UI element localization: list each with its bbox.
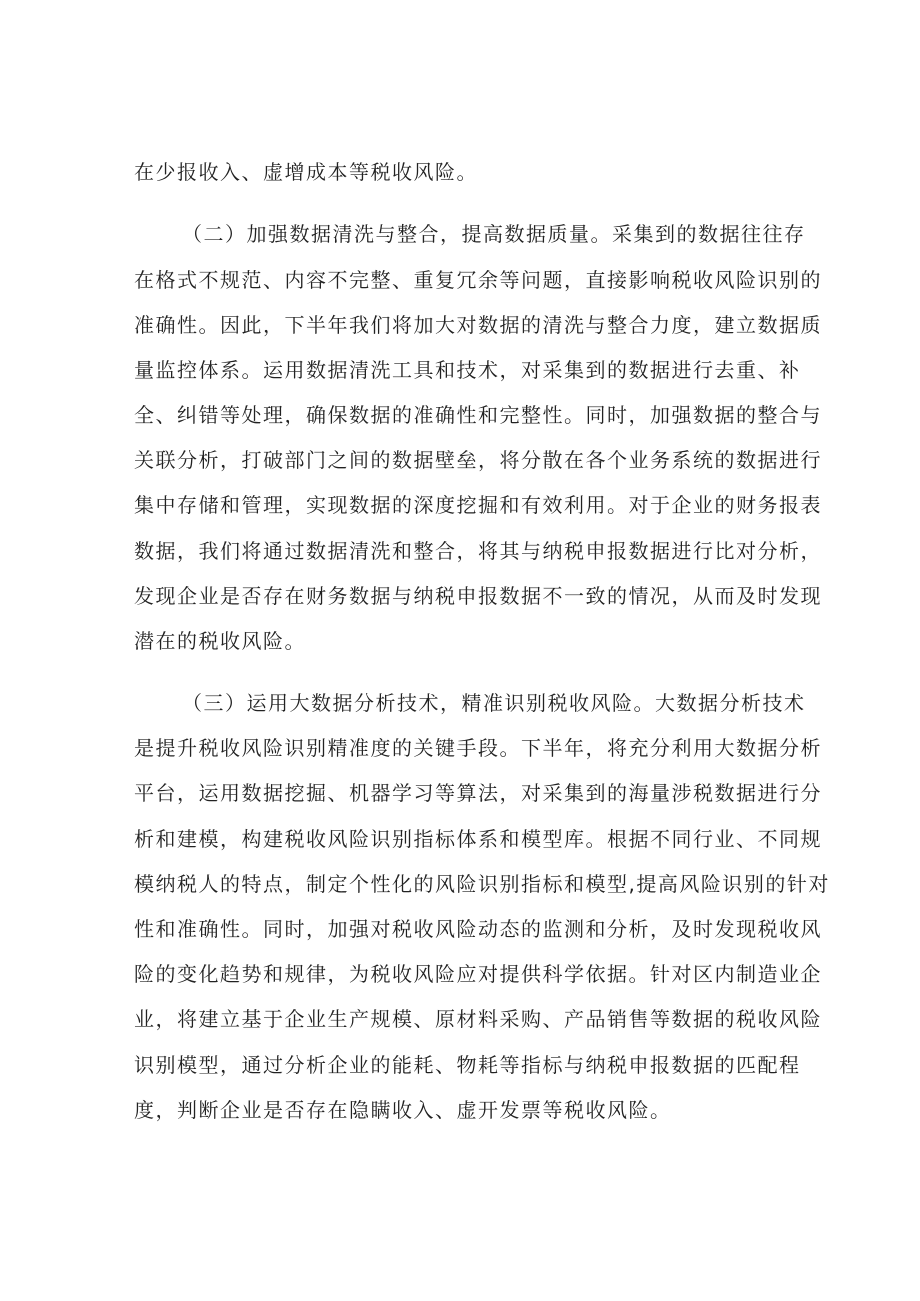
text-line: 在格式不规范、内容不完整、重复冗余等问题，直接影响税收风险识别的 — [134, 268, 822, 292]
text-line: 平台，运用数据挖掘、机器学习等算法，对采集到的海量涉税数据进行分 — [134, 781, 822, 805]
text-line: 潜在的税收风险。 — [134, 629, 306, 653]
text-line: 度，判断企业是否存在隐瞒收入、虚开发票等税收风险。 — [134, 1098, 672, 1122]
text-line: 识别模型，通过分析企业的能耗、物耗等指标与纳税申报数据的匹配程 — [134, 1053, 801, 1077]
text-line: 数据，我们将通过数据清洗和整合，将其与纳税申报数据进行比对分析， — [134, 539, 822, 563]
text-line: 是提升税收风险识别精准度的关键手段。下半年，将充分利用大数据分析 — [134, 736, 822, 760]
text-line: 关联分析，打破部门之间的数据壁垒，将分散在各个业务系统的数据进行 — [134, 448, 822, 472]
text-line: 险的变化趋势和规律，为税收风险应对提供科学依据。针对区内制造业企 — [134, 962, 822, 986]
text-line: 量监控体系。运用数据清洗工具和技术，对采集到的数据进行去重、补 — [134, 358, 801, 382]
text-line: 全、纠错等处理，确保数据的准确性和完整性。同时，加强数据的整合与 — [134, 403, 822, 427]
text-line: 析和建模，构建税收风险识别指标体系和模型库。根据不同行业、不同规 — [134, 827, 822, 851]
text-line: 集中存储和管理，实现数据的深度挖掘和有效利用。对于企业的财务报表 — [134, 493, 822, 517]
text-line: 发现企业是否存在财务数据与纳税申报数据不一致的情况，从而及时发现 — [134, 584, 822, 608]
text-line: （三）运用大数据分析技术，精准识别税收风险。大数据分析技术 — [182, 691, 806, 715]
text-line: 性和准确性。同时，加强对税收风险动态的监测和分析，及时发现税收风 — [134, 917, 822, 941]
text-line: 业，将建立基于企业生产规模、原材料采购、产品销售等数据的税收风险 — [134, 1007, 822, 1031]
text-line: 在少报收入、虚增成本等税收风险。 — [134, 160, 478, 184]
text-line: （二）加强数据清洗与整合，提高数据质量。采集到的数据往往存 — [182, 222, 806, 246]
text-line: 准确性。因此，下半年我们将加大对数据的清洗与整合力度，建立数据质 — [134, 313, 822, 337]
text-line: 模纳税人的特点，制定个性化的风险识别指标和模型,提高风险识别的针对 — [134, 872, 830, 896]
